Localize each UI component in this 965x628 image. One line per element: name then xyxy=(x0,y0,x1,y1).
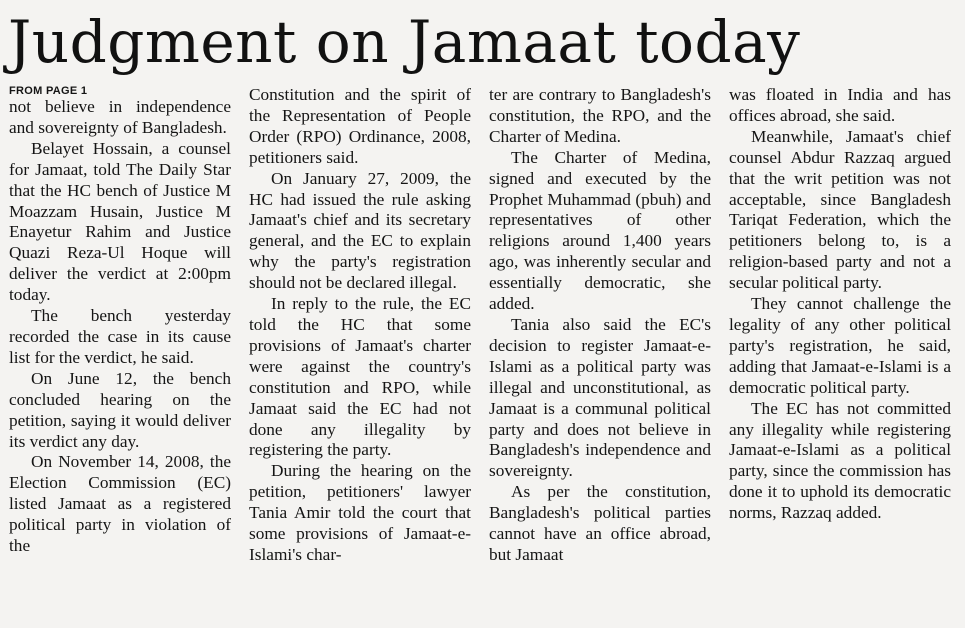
paragraph: Belayet Hossain, a counsel for Jamaat, told The Daily Star that the HC bench of Justice M Moazzam Husain, Justice M Enayetur Rahim and Justice Quazi Reza-Ul Hoque will deliver the verdict at 2:00pm today. xyxy=(9,138,231,305)
paragraph: The Charter of Medina, signed and executed by the Prophet Muhammad (pbuh) and representatives of other religions around 1,400 years ago, was inherently secular and essentially democratic, she added. xyxy=(489,147,711,314)
paragraph: was floated in India and has offices abroad, she said. xyxy=(729,85,951,125)
paragraph: not believe in independence and sovereignty of Bangladesh. xyxy=(9,97,231,137)
paragraph: The EC has not committed any illegality while registering Jamaat-e-Islami as a political party, since the commission has done it to uphold its democratic norms, Razzaq added. xyxy=(729,398,951,523)
paragraph: Meanwhile, Jamaat's chief counsel Abdur Razzaq argued that the writ petition was not acceptable, since Bangladesh Tariqat Federation, which the petitioners belong to, is a religion-based party and not a secular political party. xyxy=(729,126,951,293)
paragraph: On January 27, 2009, the HC had issued the rule asking Jamaat's chief and its secretary general, and the EC to explain why the party's registration should not be declared illegal. xyxy=(249,168,471,293)
paragraph: On June 12, the bench concluded hearing on the petition, saying it would deliver its verdict any day. xyxy=(9,368,231,451)
paragraph: As per the constitution, Bangladesh's political parties cannot have an office abroad, but Jamaat xyxy=(489,482,711,564)
paragraph: During the hearing on the petition, petitioners' lawyer Tania Amir told the court that some provisions of Jamaat-e-Islami's char- xyxy=(249,461,471,564)
paragraph: Constitution and the spirit of the Representation of People Order (RPO) Ordinance, 2008, petitioners said. xyxy=(249,85,471,167)
article-column-4 xyxy=(729,85,951,628)
paragraph: Tania also said the EC's decision to register Jamaat-e-Islami as a political party was illegal and unconstitutional, as Jamaat is a communal political party and does not believe in Bangladesh's independence and sovereignty. xyxy=(489,314,711,481)
paragraph: They cannot challenge the legality of any other political party's registration, he said, adding that Jamaat-e-Islami is a democratic political party. xyxy=(729,294,951,397)
article-column-3 xyxy=(489,85,711,628)
paragraph: In reply to the rule, the EC told the HC that some provisions of Jamaat's charter were against the country's constitution and RPO, while Jamaat said the EC had not done any illegality by registering the party. xyxy=(249,294,471,460)
paragraph: ter are contrary to Bangladesh's constitution, the RPO, and the Charter of Medina. xyxy=(489,85,711,146)
headline: Judgment on Jamaat today xyxy=(8,8,801,76)
paragraph: The bench yesterday recorded the case in its cause list for the verdict, he said. xyxy=(9,306,231,367)
paragraph: On November 14, 2008, the Election Commission (EC) listed Jamaat as a registered political party in violation of the xyxy=(9,452,231,556)
jump-label: FROM PAGE 1 xyxy=(9,85,88,97)
article-column-1 xyxy=(9,85,231,628)
article-column-2 xyxy=(249,85,471,628)
